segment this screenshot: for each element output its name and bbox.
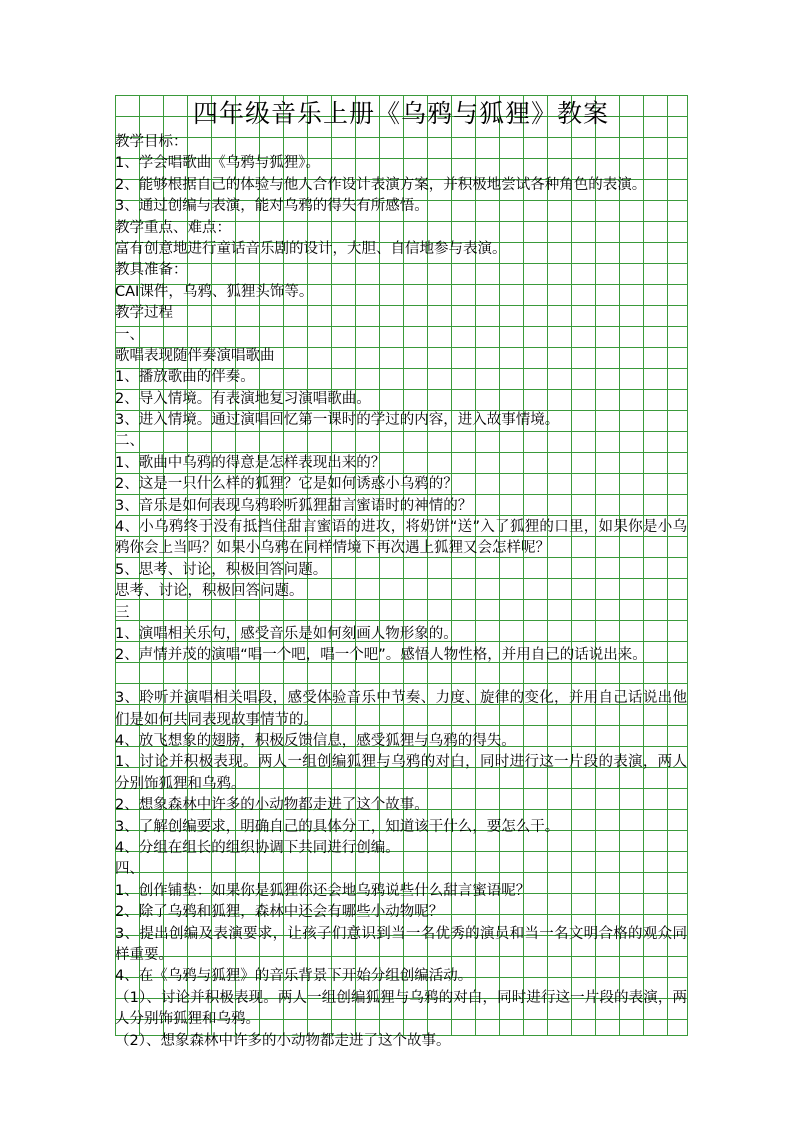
text-line: 一、: [115, 326, 144, 343]
text-line: 教学目标：: [115, 134, 188, 150]
text-line: 2、导入情境。有表演地复习演唱歌曲。: [115, 390, 371, 407]
text-line: 5、思考、讨论，积极回答问题。: [115, 561, 328, 578]
text-line: 教学重点、难点：: [115, 219, 231, 236]
document-title: 四年级音乐上册《乌鸦与狐狸》教案: [192, 99, 609, 128]
text-line: 歌唱表现随伴奏演唱歌曲: [115, 347, 275, 364]
text-line: 2、这是一只什么样的狐狸？它是如何诱惑小乌鸦的？: [115, 476, 458, 493]
text-line: 4、小乌鸦终于没有抵挡住甜言蜜语的进攻，将奶饼“送”入了狐狸的口里，如果你是小乌鸦你会上当吗？如果小乌鸦在同样情境下再次遇上狐狸又会怎样呢？: [115, 519, 687, 557]
text-line: 富有创意地进行童话音乐剧的设计，大胆、自信地参与表演。: [115, 240, 507, 257]
text-line: 4、在《乌鸦与狐狸》的音乐背景下开始分组创编活动。: [115, 968, 473, 985]
text-line: 教学过程: [115, 305, 173, 322]
text-line: 四、: [115, 861, 144, 878]
text-line: 1、歌曲中乌鸦的得意是怎样表现出来的？: [115, 454, 386, 471]
text-line: 1、学会唱歌曲《乌鸦与狐狸》。: [115, 155, 320, 172]
text-line: 4、分组在组长的组织协调下共同进行创编。: [115, 839, 400, 856]
text-line: 2、想象森林中许多的小动物都走进了这个故事。: [115, 797, 429, 814]
text-line: （2）、想象森林中许多的小动物都走进了这个故事。: [115, 1032, 451, 1049]
text-line: 思考、讨论，积极回答问题。: [115, 583, 304, 600]
text-line: 3、进入情境。通过演唱回忆第一课时的学过的内容，进入故事情境。: [115, 412, 560, 429]
text-line: 1、播放歌曲的伴奏。: [115, 369, 255, 386]
text-line: 3、提出创编及表演要求，让孩子们意识到当一名优秀的演员和当一名文明合格的观众同样重要。: [115, 925, 687, 963]
text-line: 2、声情并茂的演唱“唱一个吧，唱一个吧”。感悟人物性格，并用自己的话说出来。: [115, 647, 647, 664]
text-line: 2、除了乌鸦和狐狸，森林中还会有哪些小动物呢？: [115, 904, 444, 921]
text-line: （1）、讨论并积极表现。两人一组创编狐狸与乌鸦的对白，同时进行这一片段的表演，两人分别饰狐狸和乌鸦。: [115, 989, 687, 1028]
text-line: 1、讨论并积极表现。两人一组创编狐狸与乌鸦的对白，同时进行这一片段的表演，两人分别饰狐狸和乌鸦。: [115, 754, 687, 792]
text-line: 二、: [115, 433, 144, 450]
text-line: 1、创作铺垫：如果你是狐狸你还会地乌鸦说些什么甜言蜜语呢？: [115, 882, 531, 899]
document-body: [115, 132, 687, 1052]
text-line: 3、音乐是如何表现乌鸦聆听狐狸甜言蜜语时的神情的？: [115, 497, 473, 514]
text-line: 三: [115, 604, 130, 621]
text-line: CAI课件，乌鸦、狐狸头饰等。: [115, 283, 314, 300]
text-line: 1、演唱相关乐句，感受音乐是如何刻画人物形象的。: [115, 626, 458, 642]
text-line: 教具准备：: [115, 262, 188, 279]
text-line: 2、能够根据自己的体验与他人合作设计表演方案，并积极地尝试各种角色的表演。: [115, 176, 647, 193]
text-line: 3、聆听并演唱相关唱段，感受体验音乐中节奏、力度、旋律的变化，并用自己话说出他们是如何共同表现故事情节的。: [115, 690, 687, 728]
text-line: 4、放飞想象的翅膀，积极反馈信息，感受狐狸与乌鸦的得失。: [115, 732, 516, 749]
text-line: 3、通过创编与表演，能对乌鸦的得失有所感悟。: [115, 198, 429, 215]
text-line: 3、了解创编要求，明确自己的具体分工，知道该干什么，要怎么干。: [115, 818, 560, 835]
